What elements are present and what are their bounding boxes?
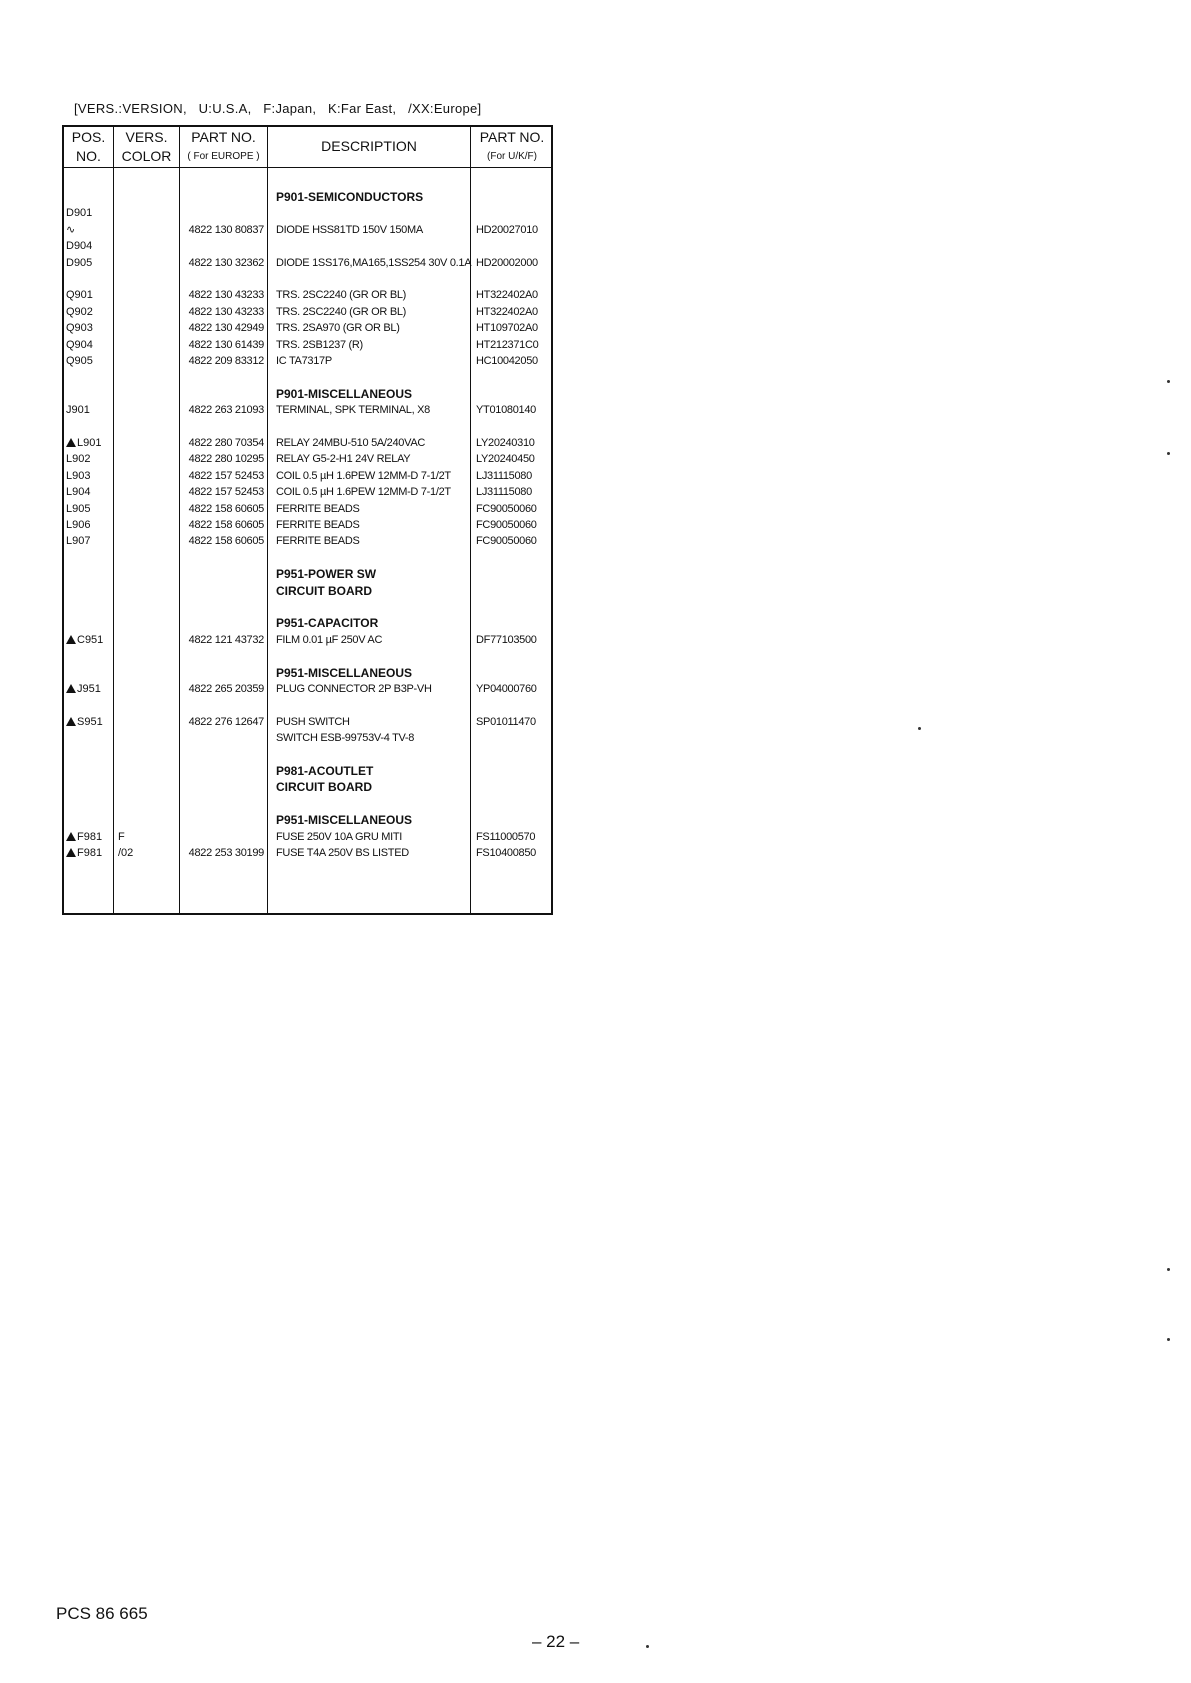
part-row: [64, 714, 551, 730]
description-cell-text: CIRCUIT BOARD: [276, 780, 372, 795]
section-heading-row: [64, 665, 551, 681]
part-no-europe-cell: [182, 435, 264, 451]
pos-no-cell-text: ∿: [66, 223, 76, 236]
part-no-usa-cell-text: FS11000570: [476, 830, 536, 843]
part-no-europe-cell: [182, 501, 264, 517]
description-cell: [276, 583, 536, 599]
safety-warning-icon: [66, 717, 76, 726]
description-cell: [276, 763, 536, 779]
part-no-usa-cell: [476, 484, 552, 500]
part-no-usa-cell: [476, 533, 552, 549]
pos-no-cell-text: J901: [66, 404, 90, 417]
part-no-europe-cell: [182, 517, 264, 533]
safety-warning-icon: [66, 848, 76, 857]
section-heading-row: [64, 812, 551, 828]
part-no-usa-cell-text: HD20002000: [476, 256, 538, 269]
part-no-europe-cell: [182, 845, 264, 861]
pos-no-cell-text: Q903: [66, 322, 93, 335]
part-no-europe-cell-text: 4822 265 20359: [188, 683, 264, 695]
spacer-row: [64, 271, 551, 287]
part-no-europe-cell: [182, 402, 264, 418]
part-no-usa-cell-text: HT322402A0: [476, 289, 538, 302]
section-heading-row: [64, 779, 551, 795]
part-no-europe-cell-text: 4822 130 42949: [188, 322, 264, 335]
version-cell-text: /02: [118, 847, 134, 859]
part-no-europe-cell: [182, 632, 264, 648]
description-cell-text: DIODE HSS81TD 150V 150MA: [276, 223, 423, 236]
part-no-usa-cell-text: YT01080140: [476, 404, 536, 417]
pos-no-cell: [66, 287, 112, 303]
part-no-europe-cell: [182, 255, 264, 271]
part-row: [64, 730, 551, 746]
header-pos-line2: NO.: [76, 148, 101, 164]
part-no-europe-cell: [182, 304, 264, 320]
spacer-row: [64, 599, 551, 615]
part-row: [64, 468, 551, 484]
pos-no-cell: [66, 845, 112, 861]
description-cell-text: P951-MISCELLANEOUS: [276, 813, 413, 828]
part-row: [64, 533, 551, 549]
header-pos-line1: POS.: [71, 129, 106, 145]
part-no-usa-cell-text: FC90050060: [476, 535, 537, 548]
pos-no-cell: [66, 435, 112, 451]
version-cell-text: F: [118, 830, 125, 843]
part-row: [64, 238, 551, 254]
part-no-usa-cell-text: HT322402A0: [476, 305, 538, 318]
pos-no-cell-text: L905: [66, 502, 91, 515]
description-cell-text: COIL 0.5 µH 1.6PEW 12MM-D 7-1/2T: [276, 469, 451, 482]
scan-speck: [1167, 1268, 1170, 1271]
scan-speck: [646, 1645, 649, 1648]
part-row: [64, 451, 551, 467]
description-cell-text: P951-POWER SW: [276, 567, 377, 582]
version-cell: [118, 845, 178, 861]
part-no-usa-cell-text: LJ31115080: [476, 486, 532, 499]
spacer-row: [64, 419, 551, 435]
part-no-usa-cell: [476, 287, 552, 303]
pos-no-cell: [66, 468, 112, 484]
part-row: [64, 632, 551, 648]
description-cell-text: PUSH SWITCH: [276, 715, 350, 728]
pos-no-cell-text: L901: [77, 437, 102, 449]
page-number: – 22 –: [532, 1632, 580, 1651]
spacer-row: [64, 697, 551, 713]
section-heading-row: [64, 583, 551, 599]
description-cell: [276, 566, 536, 582]
part-no-usa-cell: [476, 681, 552, 697]
part-no-usa-cell-text: FC90050060: [476, 519, 537, 531]
pos-no-cell: [66, 632, 112, 648]
pos-no-cell-text: F981: [77, 847, 103, 859]
part-row: [64, 829, 551, 845]
header-description: DESCRIPTION: [321, 138, 417, 154]
description-cell-text: P901-MISCELLANEOUS: [276, 386, 413, 401]
part-no-usa-cell: [476, 714, 552, 730]
part-no-europe-cell-text: 4822 130 61439: [188, 338, 264, 351]
part-no-usa-cell-text: HC10042050: [476, 355, 538, 367]
pos-no-cell-text: C951: [77, 633, 104, 646]
part-row: [64, 320, 551, 336]
part-no-europe-cell: [182, 714, 264, 730]
part-row: [64, 681, 551, 697]
part-no-europe-cell-text: 4822 280 10295: [188, 453, 264, 466]
header-part-europe: [180, 128, 267, 166]
part-row: [64, 255, 551, 271]
pos-no-cell: [66, 829, 112, 845]
header-part-usa-line1: PART NO.: [479, 129, 545, 145]
pos-no-cell: [66, 337, 112, 353]
part-no-europe-cell-text: 4822 130 43233: [188, 289, 264, 302]
header-vers-line2: COLOR: [121, 148, 172, 164]
spacer-row: [64, 550, 551, 566]
part-no-usa-cell: [476, 845, 552, 861]
pos-no-cell-text: D901: [66, 207, 93, 220]
part-no-usa-cell: [476, 632, 552, 648]
description-cell-text: DIODE 1SS176,MA165,1SS254 30V 0.1A: [276, 256, 472, 269]
part-no-usa-cell: [476, 222, 552, 238]
pos-no-cell-text: J951: [77, 683, 101, 695]
pos-no-cell-text: L903: [66, 469, 91, 482]
scan-speck: [1167, 1338, 1170, 1341]
header-divider: [64, 167, 551, 168]
part-row: [64, 435, 551, 451]
pos-no-cell-text: Q902: [66, 305, 93, 318]
part-no-europe-cell-text: 4822 130 32362: [188, 256, 264, 269]
pos-no-cell: [66, 681, 112, 697]
pos-no-cell: [66, 501, 112, 517]
part-no-usa-cell-text: LY20240310: [476, 437, 535, 449]
pos-no-cell: [66, 484, 112, 500]
section-heading-row: [64, 386, 551, 402]
spacer-row: [64, 369, 551, 385]
part-row: [64, 501, 551, 517]
header-pos: [64, 128, 113, 166]
part-no-usa-cell-text: HT109702A0: [476, 322, 538, 335]
description-cell-text: P951-CAPACITOR: [276, 616, 379, 631]
description-cell: [276, 386, 536, 402]
header-part-usa: [471, 128, 553, 166]
part-no-usa-cell: [476, 468, 552, 484]
header-part-europe-line1: PART NO.: [191, 129, 256, 145]
part-no-europe-cell: [182, 222, 264, 238]
pos-no-cell: [66, 353, 112, 369]
pos-no-cell: [66, 451, 112, 467]
part-no-usa-cell: [476, 435, 552, 451]
safety-warning-icon: [66, 635, 76, 644]
part-row: [64, 304, 551, 320]
part-no-usa-cell-text: YP04000760: [476, 683, 537, 695]
description-cell-text: RELAY 24MBU-510 5A/240VAC: [276, 437, 426, 449]
part-row: [64, 484, 551, 500]
description-cell-text: IC TA7317P: [276, 355, 332, 367]
part-no-europe-cell-text: 4822 130 43233: [188, 305, 264, 318]
pos-no-cell-text: S951: [77, 715, 103, 728]
description-cell-text: TERMINAL, SPK TERMINAL, X8: [276, 404, 430, 417]
pos-no-cell: [66, 320, 112, 336]
part-no-europe-cell-text: 4822 276 12647: [188, 715, 264, 728]
pos-no-cell: [66, 255, 112, 271]
description-cell-text: FERRITE BEADS: [276, 535, 360, 548]
description-cell-text: SWITCH ESB-99753V-4 TV-8: [276, 732, 415, 745]
pos-no-cell: [66, 222, 112, 238]
part-no-usa-cell: [476, 501, 552, 517]
description-cell: [276, 615, 536, 631]
description-cell-text: TRS. 2SB1237 (R): [276, 338, 363, 351]
part-no-europe-cell: [182, 337, 264, 353]
description-cell: [276, 812, 536, 828]
section-heading-row: [64, 566, 551, 582]
header-part-usa-line2: (For U/K/F): [487, 151, 537, 162]
description-cell-text: TRS. 2SC2240 (GR OR BL): [276, 289, 407, 302]
scan-speck: [1167, 380, 1170, 383]
part-no-europe-cell-text: 4822 157 52453: [188, 469, 264, 482]
description-cell-text: FUSE T4A 250V BS LISTED: [276, 847, 409, 859]
header-vers: [114, 128, 179, 166]
part-no-usa-cell-text: FC90050060: [476, 502, 537, 515]
part-no-europe-cell: [182, 484, 264, 500]
safety-warning-icon: [66, 684, 76, 693]
description-cell-text: P951-MISCELLANEOUS: [276, 665, 413, 680]
part-no-usa-cell: [476, 320, 552, 336]
safety-warning-icon: [66, 438, 76, 447]
part-no-usa-cell-text: LJ31115080: [476, 469, 532, 482]
part-no-usa-cell-text: HT212371C0: [476, 338, 539, 351]
description-cell-text: P981-ACOUTLET: [276, 764, 374, 778]
part-row: [64, 337, 551, 353]
part-no-usa-cell: [476, 304, 552, 320]
pos-no-cell-text: D905: [66, 256, 93, 269]
pos-no-cell: [66, 517, 112, 533]
part-no-europe-cell-text: 4822 263 21093: [188, 404, 264, 417]
part-no-usa-cell-text: FS10400850: [476, 847, 536, 859]
version-cell: [118, 829, 178, 845]
part-row: [64, 517, 551, 533]
pos-no-cell-text: D904: [66, 240, 93, 253]
part-no-europe-cell-text: 4822 121 43732: [188, 633, 264, 646]
part-no-europe-cell-text: 4822 157 52453: [188, 486, 264, 499]
part-no-usa-cell: [476, 517, 552, 533]
description-cell: [276, 189, 536, 205]
header-part-europe-line2: ( For EUROPE ): [187, 151, 260, 162]
part-no-usa-cell: [476, 337, 552, 353]
part-row: [64, 402, 551, 418]
part-no-europe-cell-text: 4822 130 80837: [188, 223, 264, 236]
pos-no-cell-text: L906: [66, 519, 91, 531]
description-cell: [276, 730, 536, 746]
part-no-usa-cell: [476, 255, 552, 271]
description-cell-text: FUSE 250V 10A GRU MITI: [276, 830, 403, 843]
description-cell-text: FERRITE BEADS: [276, 502, 360, 515]
part-no-europe-cell: [182, 533, 264, 549]
pos-no-cell-text: Q904: [66, 338, 93, 351]
document-code: PCS 86 665: [56, 1604, 148, 1623]
section-heading-row: [64, 615, 551, 631]
part-no-usa-cell: [476, 402, 552, 418]
pos-no-cell: [66, 533, 112, 549]
part-no-usa-cell-text: HD20027010: [476, 223, 538, 236]
pos-no-cell-text: L902: [66, 453, 91, 466]
part-no-europe-cell: [182, 353, 264, 369]
description-cell-text: P901-SEMICONDUCTORS: [276, 190, 424, 204]
part-row: [64, 287, 551, 303]
part-no-europe-cell: [182, 287, 264, 303]
part-no-europe-cell-text: 4822 158 60605: [188, 535, 264, 548]
description-cell-text: TRS. 2SC2240 (GR OR BL): [276, 305, 407, 318]
part-no-usa-cell: [476, 451, 552, 467]
part-no-europe-cell-text: 4822 209 83312: [188, 355, 264, 367]
section-heading-row: [64, 189, 551, 205]
pos-no-cell: [66, 714, 112, 730]
pos-no-cell-text: F981: [77, 830, 103, 843]
part-row: [64, 222, 551, 238]
part-row: [64, 845, 551, 861]
part-no-europe-cell-text: 4822 158 60605: [188, 502, 264, 515]
pos-no-cell-text: L907: [66, 535, 91, 548]
description-cell-text: CIRCUIT BOARD: [276, 583, 372, 598]
scan-speck: [1167, 452, 1170, 455]
pos-no-cell-text: Q901: [66, 289, 93, 302]
pos-no-cell: [66, 402, 112, 418]
description-cell-text: RELAY G5-2-H1 24V RELAY: [276, 453, 411, 466]
header-vers-line1: VERS.: [125, 129, 168, 145]
part-no-usa-cell: [476, 353, 552, 369]
spacer-row: [64, 648, 551, 664]
pos-no-cell: [66, 238, 112, 254]
part-no-europe-cell: [182, 468, 264, 484]
part-row: [64, 353, 551, 369]
spacer-row: [64, 796, 551, 812]
part-no-usa-cell-text: DF77103500: [476, 633, 537, 646]
part-no-usa-cell-text: LY20240450: [476, 453, 535, 466]
pos-no-cell: [66, 304, 112, 320]
part-no-europe-cell-text: 4822 253 30199: [188, 847, 264, 859]
part-no-europe-cell-text: 4822 280 70354: [188, 437, 264, 449]
part-no-usa-cell: [476, 829, 552, 845]
parts-table: [62, 125, 553, 915]
spacer-row: [64, 747, 551, 763]
pos-no-cell-text: L904: [66, 486, 91, 499]
part-no-europe-cell: [182, 451, 264, 467]
part-no-usa-cell-text: SP01011470: [476, 715, 536, 728]
description-cell: [276, 665, 536, 681]
description-cell: [276, 779, 536, 795]
part-no-europe-cell: [182, 320, 264, 336]
description-cell-text: FERRITE BEADS: [276, 519, 360, 531]
safety-warning-icon: [66, 832, 76, 841]
scan-speck: [918, 727, 921, 730]
section-heading-row: [64, 763, 551, 779]
pos-no-cell: [66, 205, 112, 221]
pos-no-cell-text: Q905: [66, 355, 93, 367]
part-row: [64, 205, 551, 221]
part-no-europe-cell-text: 4822 158 60605: [188, 519, 264, 531]
description-cell-text: PLUG CONNECTOR 2P B3P-VH: [276, 683, 432, 695]
part-no-europe-cell: [182, 681, 264, 697]
description-cell-text: FILM 0.01 µF 250V AC: [276, 633, 383, 646]
description-cell-text: TRS. 2SA970 (GR OR BL): [276, 322, 400, 335]
version-legend: [VERS.:VERSION, U:U.S.A, F:Japan, K:Far East, /XX:Europe]: [74, 101, 482, 116]
description-cell-text: COIL 0.5 µH 1.6PEW 12MM-D 7-1/2T: [276, 486, 451, 499]
